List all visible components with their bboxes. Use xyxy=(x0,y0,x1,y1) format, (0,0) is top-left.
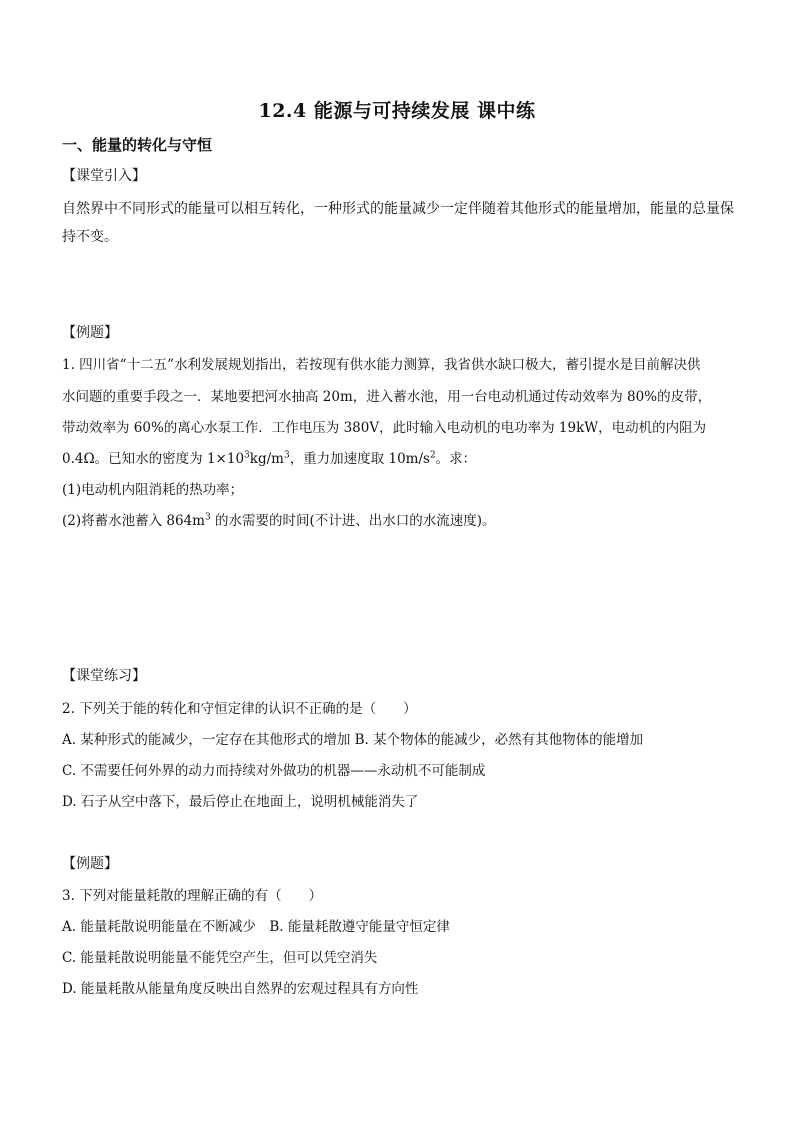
q2-stem: 2. 下列关于能的转化和守恒定律的认识不正确的是（ ） xyxy=(62,701,417,717)
example-tag: 【例题】 xyxy=(62,325,118,341)
q3-option-c: C. 能量耗散说明能量不能凭空产生，但可以凭空消失 xyxy=(62,950,378,966)
intro-tag: 【课堂引入】 xyxy=(62,168,146,184)
q1-line-1: 1. 四川省“十二五”水利发展规划指出，若按现有供水能力测算，我省供水缺口极大，蓄引提水是目前解决供 xyxy=(62,357,701,373)
q1-line-4: 0.4Ω。已知水的密度为 $1\times 10^3kg/m^3$，重力加速度取 $10m/s^2$。求： xyxy=(62,450,477,467)
q2-option-c: C. 不需要任何外界的动力而持续对外做功的机器——永动机不可能制成 xyxy=(62,763,486,779)
intro-paragraph: 自然界中不同形式的能量可以相互转化，一种形式的能量减少一定伴随着其他形式的能量增加，能量的总量保持不变。 xyxy=(62,201,734,245)
practice-tag: 【课堂练习】 xyxy=(62,668,146,684)
q1-line-3: 带动效率为 60%的离心水泵工作．工作电压为 380V，此时输入电动机的电功率为 19kW，电动机的内阻为 xyxy=(62,420,707,436)
q3-stem: 3. 下列对能量耗散的理解正确的有（ ） xyxy=(62,888,323,904)
q3-options-ab: A. 能量耗散说明能量在不断减少 B. 能量耗散遵守能量守恒定律 xyxy=(62,919,450,935)
q3-option-d: D. 能量耗散从能量角度反映出自然界的宏观过程具有方向性 xyxy=(62,981,419,997)
q1-subquestion-2: (2)将蓄水池蓄入 $864m^3$ 的水需要的时间(不计进、出水口的水流速度)。 xyxy=(62,512,496,529)
q2-options-ab: A. 某种形式的能减少，一定存在其他形式的增加 B. 某个物体的能减少，必然有其他物体的能增加 xyxy=(62,732,644,748)
q1-line-2: 水问题的重要手段之一．某地要把河水抽高 20m，进入蓄水池，用一台电动机通过传动效率为 80%的皮带， xyxy=(62,389,712,405)
q2-option-d: D. 石子从空中落下，最后停止在地面上，说明机械能消失了 xyxy=(62,794,419,810)
section-heading-energy: 一、能量的转化与守恒 xyxy=(62,136,213,154)
q1-subquestion-1: (1)电动机内阻消耗的热功率； xyxy=(62,482,244,498)
example-tag-2: 【例题】 xyxy=(62,856,118,872)
page-title: 12.4 能源与可持续发展 课中练 xyxy=(258,100,536,122)
